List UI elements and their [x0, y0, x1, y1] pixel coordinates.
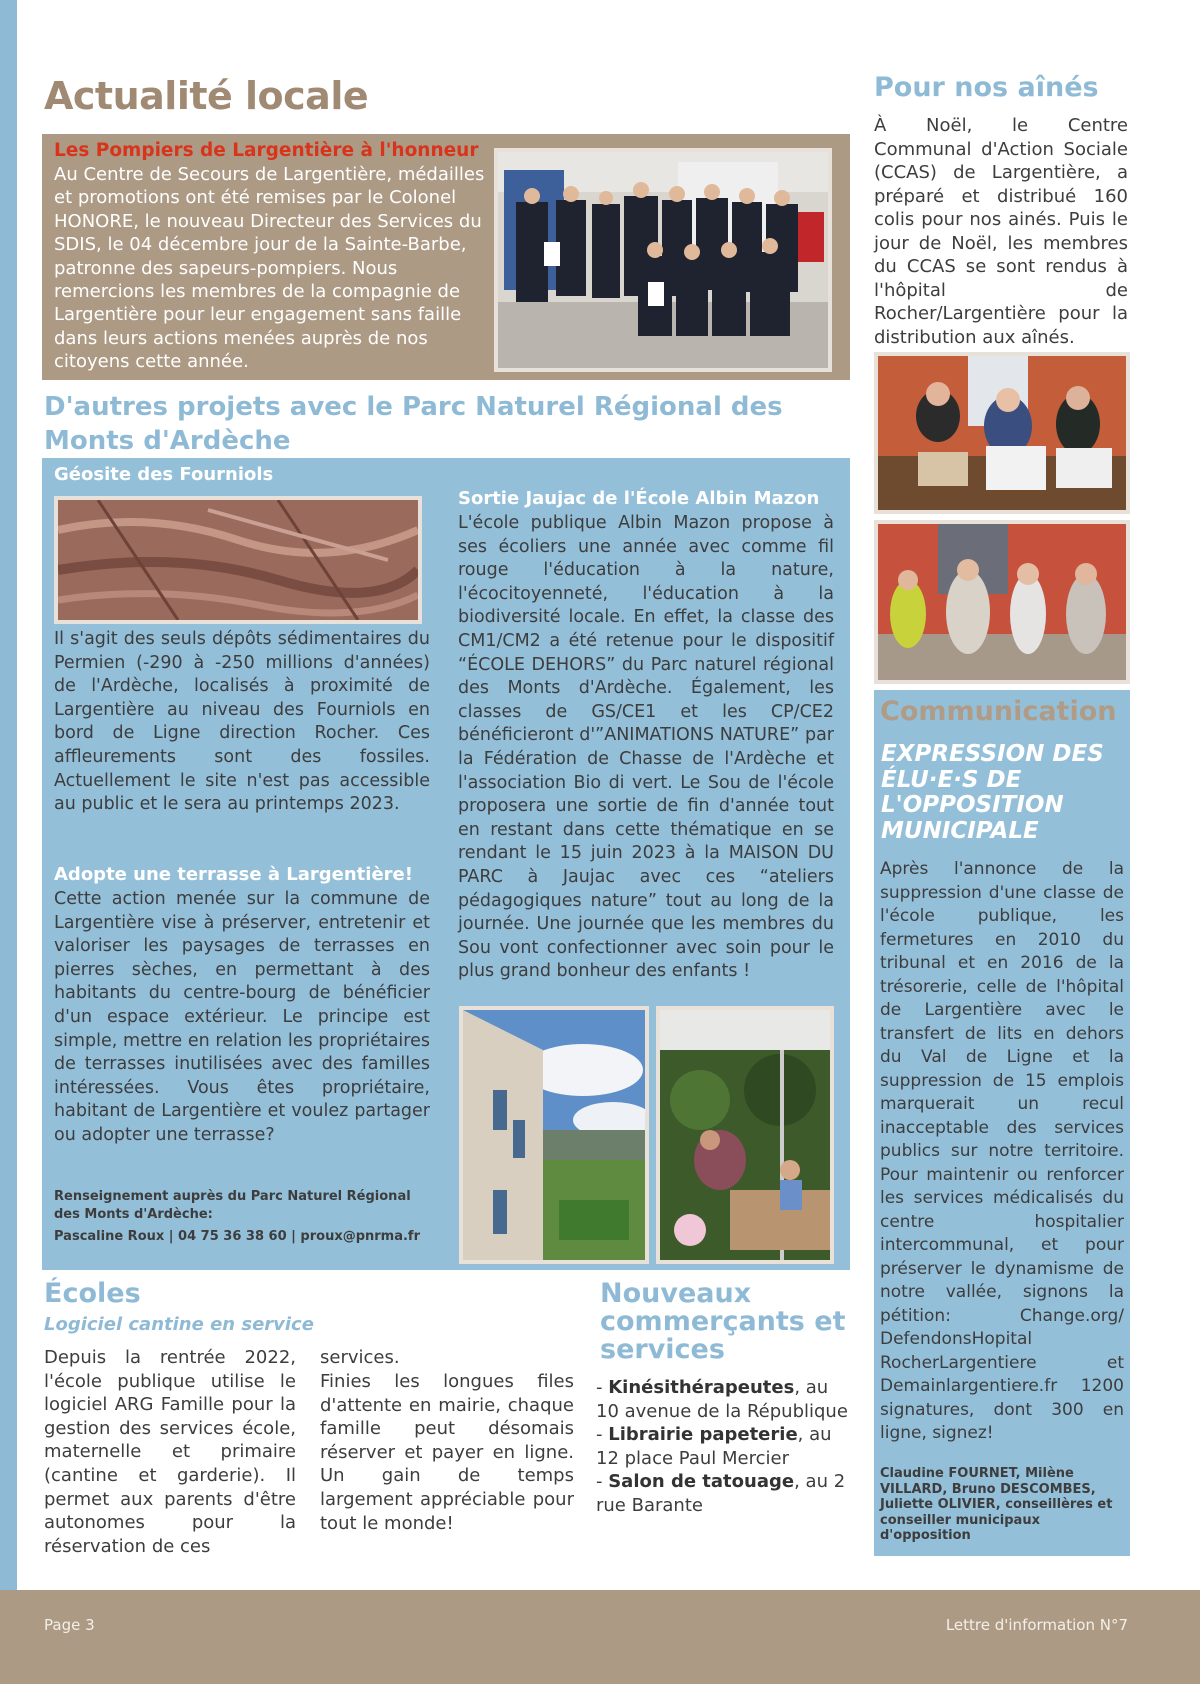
contact-details: Pascaline Roux | 04 75 36 38 60 | proux@pnrma.fr	[54, 1229, 420, 1244]
projets-title: D'autres projets avec le Parc Naturel Régional des Monts d'Ardèche	[44, 392, 783, 456]
atelier-photo	[656, 1006, 834, 1264]
communication-text: Après l'annonce de la suppression d'une classe de l'école publique, les fermetures en 2010 du tribunal et en 2016 de la trésorerie, celle de l'hôpital de Largentière avec le transfert de lits en dehors du Val de Ligne et la suppression de 15 emplois marquerait un recul inacceptable des services publics sur notre territoire. Pour maintenir ou renforcer les services médicalisés du centre hospitalier intercommunal, et pour préserver le dynamisme de notre vallée, signons la pétition: Change.org/ DefendonsHopital RocherLargentiere et Demainlargentiere.fr 1200 signatures, dont 300 en ligne, signez!	[880, 859, 1124, 1443]
ecoles-title: Écoles	[44, 1278, 141, 1309]
contact-label: Renseignement auprès du Parc Naturel Régional des Monts d'Ardèche:	[54, 1189, 411, 1222]
ecoles-col1: Depuis la rentrée 2022, l'école publique utilise le logiciel ARG Famille pour la gestion des services école, maternelle et primaire (cantine et garderie). Il permet aux parents d'être autonomes pour la réservation de ces	[44, 1347, 296, 1557]
pompiers-text: Au Centre de Secours de Largentière, médailles et promotions ont été remises par le Colonel HONORE, le nouveau Directeur des Services du SDIS, le 04 décembre jour de la Sainte-Barbe, patronne des sapeurs-pompiers. Nous remercions les membres de la compagnie de Largentière pour leur engagement sans faille dans leurs actions menées auprès de nos citoyens cette année.	[54, 164, 485, 373]
list-item: - Kinésithérapeutes, au 10 avenue de la République	[596, 1377, 848, 1422]
pompiers-title: Les Pompiers de Largentière à l'honneur	[54, 140, 479, 161]
pompiers-section	[42, 134, 850, 380]
sortie-title: Sortie Jaujac de l'École Albin Mazon	[458, 488, 820, 509]
communication-title: Communication	[880, 696, 1117, 727]
nouveaux-title: Nouveaux commerçants et services	[600, 1278, 846, 1365]
terrasse-text: Cette action menée sur la commune de Largentière vise à préserver, entretenir et valoriser les paysages de terrasses en pierres sèches, en permettant à des habitants du centre-bourg de bénéficier d'un espace extérieur. Le principe est simple, mettre en relation les propriétaires de terrasses inutilisées avec des familles intéressées. Vous êtes propriétaire, habitant de Largentière et voulez partager ou adopter une terrasse?	[54, 889, 430, 1145]
nouveaux-list	[596, 1376, 852, 1518]
page-title: Actualité locale	[44, 74, 369, 118]
communication-section	[874, 690, 1130, 1556]
footer-bar	[0, 1590, 1200, 1684]
communication-signature: Claudine FOURNET, Milène VILLARD, Bruno DESCOMBES, Juliette OLIVIER, conseillères et conseiller municipaux d'opposition	[880, 1466, 1113, 1543]
geosite-text: Il s'agit des seuls dépôts sédimentaires du Permien (-290 à -250 millions d'années) de l'Ardèche, localisés à proximité de Largentière au niveau des Fourniols en bord de Ligne direction Rocher. Ces affleurements sont des fossiles. Actuellement le site n'est pas accessible au public et le sera au printemps 2023.	[54, 629, 430, 815]
list-item: - Librairie papeterie, au 12 place Paul Mercier	[596, 1424, 832, 1469]
geosite-photo	[54, 496, 422, 624]
jaujac-photo	[459, 1006, 649, 1264]
issue-label: Lettre d'information N°7	[945, 1616, 1128, 1634]
aines-text: À Noël, le Centre Communal d'Action Sociale (CCAS) de Largentière, a préparé et distribué 160 colis pour nos ainés. Puis le jour de Noël, les membres du CCAS se sont rendus à l'hôpital de Rocher/Largentière pour la distribution aux aînés.	[874, 115, 1128, 348]
page-number: Page 3	[44, 1616, 95, 1634]
ecoles-col2b: Finies les longues files d'attente en mairie, chaque famille peut désomais réserver et payer en ligne. Un gain de temps largement appréciable pour tout le monde!	[320, 1371, 574, 1534]
aines-photo-2	[874, 520, 1130, 684]
aines-photo-1	[874, 352, 1130, 514]
sortie-text: L'école publique Albin Mazon propose à ses écoliers une année avec comme fil rouge l'éducation à la nature, l'écocitoyenneté, l'éducation à la biodiversité locale. En effet, la classe des CM1/CM2 a été retenue pour le dispositif “ÉCOLE DEHORS” du Parc naturel régional des Monts d'Ardèche. Également, les classes de GS/CE1 et les CP/CE2 bénéficieront d'”ANIMATIONS NATURE” par la Fédération de Chasse de l'Ardèche et l'association Bio di vert. Le Sou de l'école proposera une sortie de fin d'année tout en restant dans cette thématique en se rendant le 15 juin 2023 à la MAISON DU PARC à Jaujac avec ces “ateliers pédagogiques nature” tout au long de la journée. Une journée que les membres du Sou vont confectionner avec soin pour le plus grand bonheur des enfants !	[458, 513, 834, 982]
pompiers-photo	[494, 148, 832, 372]
aines-title: Pour nos aînés	[874, 72, 1099, 103]
list-item: - Salon de tatouage, au 2 rue Barante	[596, 1471, 846, 1516]
terrasse-title: Adopte une terrasse à Largentière!	[54, 864, 413, 885]
left-accent-bar	[0, 0, 17, 1590]
ecoles-subtitle: Logiciel cantine en service	[44, 1314, 314, 1335]
expression-heading: EXPRESSION DES ÉLU·E·S DE L'OPPOSITION MUNICIPALE	[881, 741, 1104, 844]
ecoles-col2a: services.	[320, 1347, 400, 1368]
parc-section	[42, 458, 850, 1270]
geosite-title: Géosite des Fourniols	[54, 464, 274, 485]
